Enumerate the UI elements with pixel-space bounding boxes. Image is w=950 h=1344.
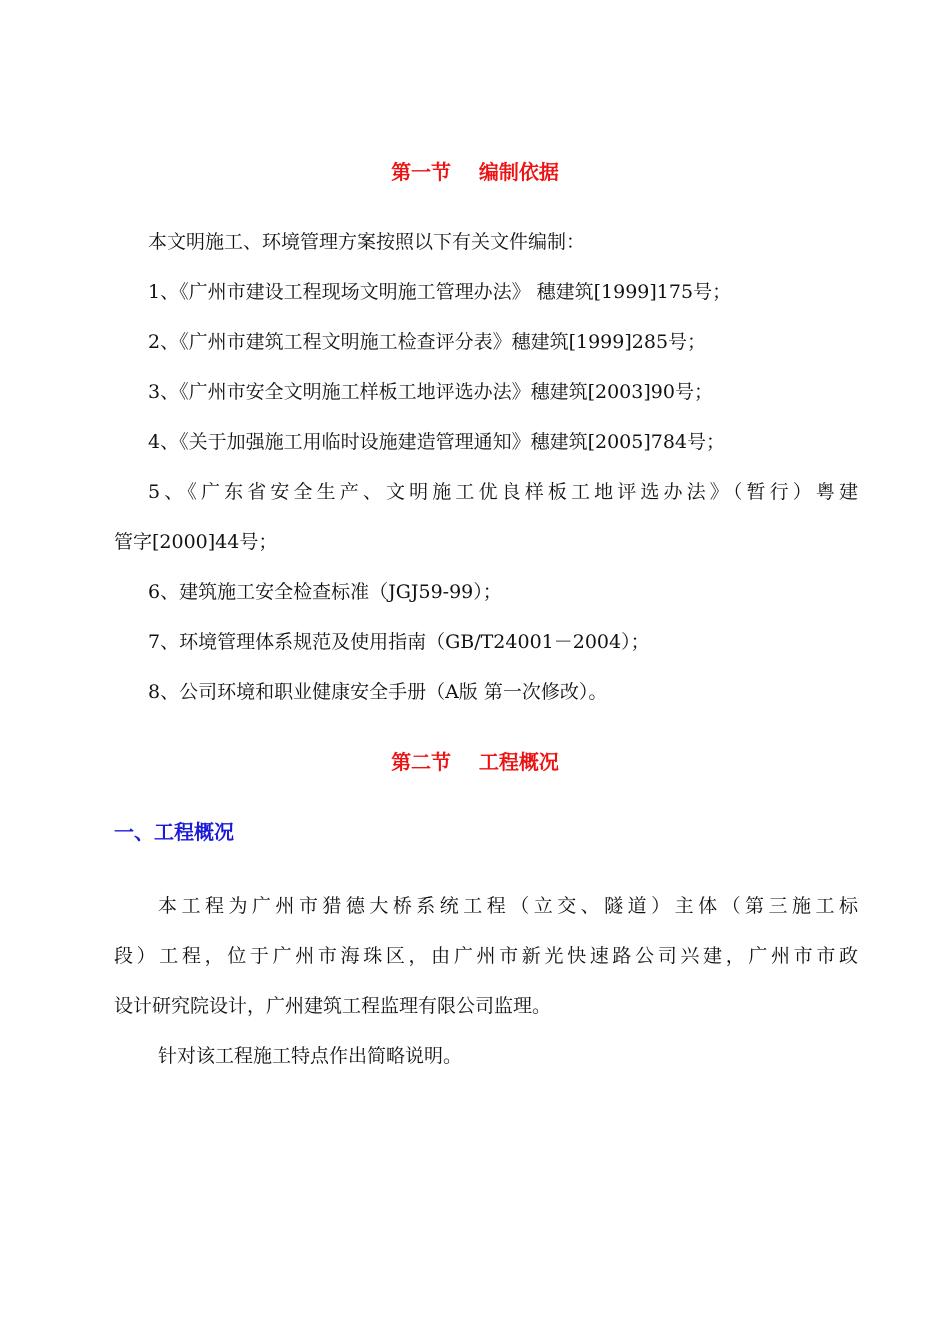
closing-paragraph: 针对该工程施工特点作出简略说明。 [158, 1045, 463, 1067]
reference-item-7: 7、环境管理体系规范及使用指南（GB/T24001－2004）； [148, 631, 650, 653]
overview-paragraph-line-3: 设计研究院设计，广州建筑工程监理有限公司监理。 [114, 995, 552, 1017]
reference-item-6: 6、建筑施工安全检查标准（JGJ59-99）； [148, 581, 502, 603]
reference-item-5-continued: 管字[2000]44号； [114, 531, 278, 553]
reference-item-2: 2、《广州市建筑工程文明施工检查评分表》穗建筑[1999]285号； [148, 331, 707, 353]
intro-paragraph: 本文明施工、环境管理方案按照以下有关文件编制： [148, 231, 586, 253]
reference-item-3: 3、《广州市安全文明施工样板工地评选办法》穗建筑[2003]90号； [148, 381, 713, 403]
section-1-title: 第一节 编制依据 [391, 160, 559, 184]
reference-item-8: 8、公司环境和职业健康安全手册（A版 第一次修改）。 [148, 681, 608, 703]
reference-item-1: 1、《广州市建设工程现场文明施工管理办法》 穗建筑[1999]175号； [148, 281, 732, 303]
section-2-title: 第二节 工程概况 [391, 750, 559, 774]
overview-paragraph-line-1: 本工程为广州市猎德大桥系统工程（立交、隧道）主体（第三施工标 [158, 895, 858, 917]
reference-item-4: 4、《关于加强施工用临时设施建造管理通知》穗建筑[2005]784号； [148, 431, 726, 453]
reference-item-5: 5、《广东省安全生产、文明施工优良样板工地评选办法》（暂行）粤建 [148, 481, 858, 503]
subsection-heading: 一、工程概况 [114, 820, 234, 844]
overview-paragraph-line-2: 段）工程，位于广州市海珠区，由广州市新光快速路公司兴建，广州市市政 [114, 945, 858, 967]
